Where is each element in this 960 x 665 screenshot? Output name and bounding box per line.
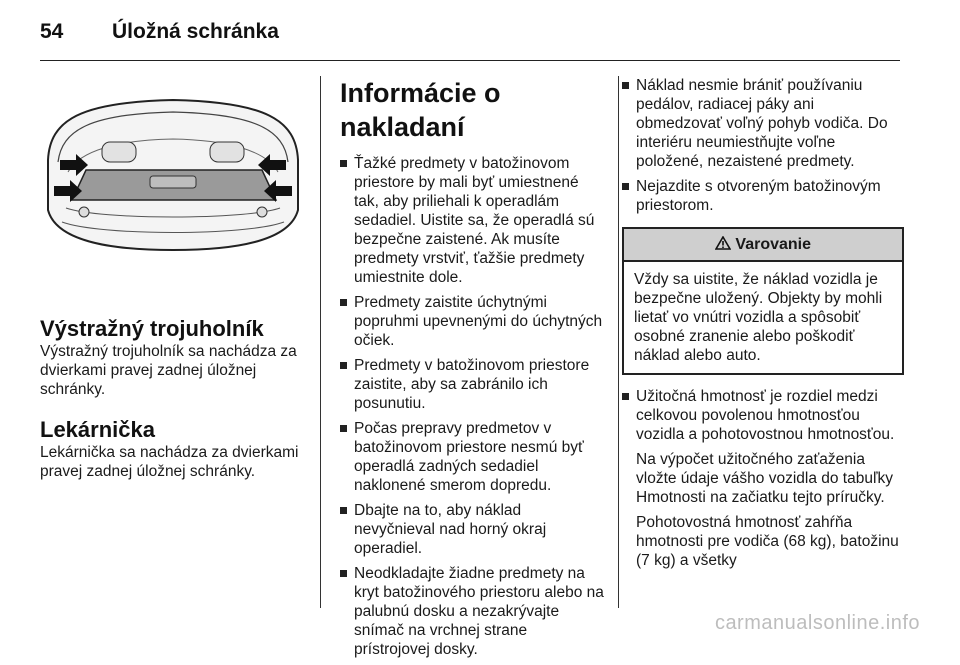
section-title-warning-triangle: Výstražný trojuholník <box>40 316 264 341</box>
list-item: Náklad nesmie brániť používaniu pedálov, radiacej páky ani obmedzovať voľný pohyb vodiča. Do interiéru neumiestňujte voľne položené, nezaistené predmety. <box>622 76 904 171</box>
list-item: Dbajte na to, aby náklad nevyčnieval nad horný okraj operadiel. <box>340 501 606 558</box>
list-item: Ťažké predmety v batožinovom priestore by mali byť umiestnené tak, aby priliehali k operadlám sedadiel. Uistite sa, že operadlá sú bezpečne zaistené. Ak musíte predmety vrstviť, ťažšie predmety umiestnite dole. <box>340 154 606 287</box>
curb-weight-text: Pohotovostná hmotnosť zahŕňa hmotnosti pre vodiča (68 kg), batožinu (7 kg) a všetky <box>636 514 899 569</box>
column-divider-1 <box>320 76 321 608</box>
watermark: carmanualsonline.info <box>714 612 920 634</box>
loading-info-list <box>340 154 606 659</box>
section-text-first-aid: Lekárnička sa nachádza za dvierkami pravej zadnej úložnej schránky. <box>40 444 299 480</box>
middle-column <box>340 76 606 665</box>
loading-info-list-continued <box>622 76 904 215</box>
warning-title: Varovanie <box>735 236 812 253</box>
payload-list <box>622 387 904 444</box>
section-text-warning-triangle: Výstražný trojuholník sa nachádza za dvierkami pravej zadnej úložnej schránky. <box>40 343 297 398</box>
section-title-first-aid: Lekárnička <box>40 417 155 442</box>
list-item: Neodkladajte žiadne predmety na kryt batožinového priestoru alebo na palubnú dosku a nezakrývajte snímač na vrchnej strane prístrojovej dosky. <box>340 564 606 659</box>
page-title: Úložná schránka <box>112 20 279 43</box>
page-number: 54 <box>40 20 64 43</box>
warning-header <box>624 229 902 262</box>
warning-triangle-icon <box>715 236 735 253</box>
list-item: Užitočná hmotnosť je rozdiel medzi celkovou povolenou hmotnosťou vozidla a pohotovostnou hmotnosťou. <box>622 387 904 444</box>
header-rule <box>40 60 900 61</box>
list-item: Predmety zaistite úchytnými popruhmi upevnenými do úchytných očiek. <box>340 293 606 350</box>
section-title-loading-info: Informácie o nakladaní <box>340 78 501 142</box>
right-column <box>622 76 904 576</box>
list-item: Nejazdite s otvoreným batožinovým priestorom. <box>622 177 904 215</box>
list-item: Počas prepravy predmetov v batožinovom priestore nesmú byť operadlá zadných sedadiel naklonené smerom dopredu. <box>340 419 606 495</box>
cargo-cover-illustration <box>40 90 306 258</box>
payload-calculation-text: Na výpočet užitočného zaťaženia vložte údaje vášho vozidla do tabuľky Hmotnosti na začiatku tejto príručky. <box>636 451 893 506</box>
warning-text: Vždy sa uistite, že náklad vozidla je bezpečne uložený. Objekty by mohli lietať vo vnútri vozidla a spôsobiť osobné zranenie alebo poškodiť náklad alebo auto. <box>634 271 883 364</box>
warning-box <box>622 227 904 375</box>
list-item: Predmety v batožinovom priestore zaistite, aby sa zabránilo ich posunutiu. <box>340 356 606 413</box>
left-column <box>40 90 308 481</box>
column-divider-2 <box>618 76 619 608</box>
